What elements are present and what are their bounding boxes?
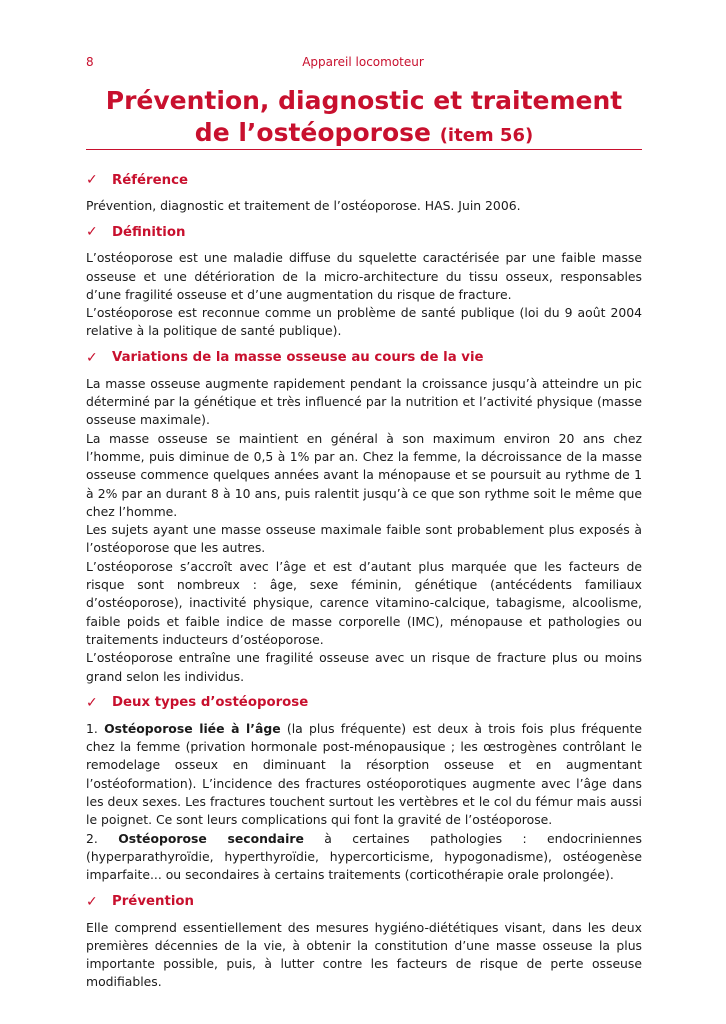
running-title: Appareil locomoteur <box>302 55 424 69</box>
checkmark-icon: ✓ <box>86 694 98 711</box>
checkmark-icon: ✓ <box>86 224 98 241</box>
checkmark-icon: ✓ <box>86 172 98 188</box>
item-term: Ostéoporose liée à l’âge <box>104 720 281 736</box>
paragraph: Les sujets ayant une masse osseuse maximale faible sont probablement plus exposés à l’ostéoporose que les autres. <box>86 522 642 556</box>
title-main: Prévention, diagnostic et traitement de l’ostéoporose <box>105 86 623 147</box>
section-heading-text: Prévention <box>112 894 194 909</box>
list-item <box>86 720 642 830</box>
section-heading-text: Définition <box>112 224 186 240</box>
section-heading-text: Référence <box>112 172 189 188</box>
section-heading-text: Variations de la masse osseuse au cours de la vie <box>112 350 484 366</box>
section-heading-prevention <box>86 885 642 919</box>
title-item: (item 56) <box>439 125 534 146</box>
paragraph: L’ostéoporose entraîne une fragilité osseuse avec un risque de fracture plus ou moins grand selon les individus. <box>86 650 642 684</box>
section-heading-definition <box>86 215 642 249</box>
item-term: Ostéoporose secondaire <box>118 830 304 846</box>
paragraph: La masse osseuse se maintient en général à son maximum environ 20 ans chez l’homme, puis diminue de 0,5 à 1% par an. Chez la femme, la décroissance de la masse osseuse commence quelques années avant la ménopause et se poursuit au rythme de 1 à 2% par an durant 8 à 10 ans, puis ralentit jusqu’à ce que son rythme soit le même que chez l’homme. <box>86 430 642 519</box>
item-text: (la plus fréquente) est deux à trois fois plus fréquente chez la femme (privation hormonale post-ménopausique ; les œstrogènes contrôlant le remodelage osseux en diminuant la résorption osseuse et en augmentant l’ostéoformation). L’incidence des fractures ostéoporotiques augmente avec l’âge dans les deux sexes. Les fractures touchent surtout les vertèbres et le col du fémur mais aussi le poignet. Ce sont leurs complications qui font la gravité de l’ostéoporose. <box>86 720 642 828</box>
section-heading-text: Deux types d’ostéoporose <box>112 695 309 711</box>
section-heading-variations <box>86 341 642 375</box>
paragraph: L’ostéoporose est reconnue comme un problème de santé publique (loi du 9 août 2004 relative à la politique de santé publique). <box>86 305 642 339</box>
item-text: à certaines pathologies : endocriniennes (hyperparathyroïdie, hyperthyroïdie, hypercorticisme, hypogonadisme), ostéogenèse imparfaite... ou secondaires à certains traitements (corticothérapie orale prolongée). <box>86 830 642 883</box>
document-body <box>86 163 642 992</box>
section-heading-reference <box>86 163 642 197</box>
item-number: 2. <box>86 830 98 846</box>
page-number: 8 <box>86 55 94 69</box>
paragraph: Elle comprend essentiellement des mesures hygiéno-diététiques visant, dans les deux premières décennies de la vie, à obtenir la constitution d’une masse osseuse la plus importante possible, puis, à lutter contre les facteurs de risque de perte osseuse modifiables. <box>86 919 642 990</box>
checkmark-icon: ✓ <box>86 893 98 910</box>
section-heading-types <box>86 686 642 720</box>
item-number: 1. <box>86 720 98 736</box>
paragraph: L’ostéoporose s’accroît avec l’âge et est d’autant plus marquée que les facteurs de risque sont nombreux : âge, sexe féminin, génétique (antécédents familiaux d’ostéoporose), inactivité physique, carence vitamino-calcique, tabagisme, alcoolisme, faible poids et faible indice de masse corporelle (IMC), ménopause et pathologies ou traitements inducteurs d’ostéoporose. <box>86 558 642 647</box>
page-title <box>86 85 642 152</box>
paragraph: Prévention, diagnostic et traitement de l’ostéoporose. HAS. Juin 2006. <box>86 198 521 213</box>
title-rule <box>86 149 642 150</box>
paragraph: L’ostéoporose est une maladie diffuse du squelette caractérisée par une faible masse osseuse et une détérioration de la micro-architecture du tissu osseux, responsables d’une fragilité osseuse et d’une augmentation du risque de fracture. <box>86 250 642 302</box>
checkmark-icon: ✓ <box>86 349 98 366</box>
list-item <box>86 830 642 885</box>
paragraph: La masse osseuse augmente rapidement pendant la croissance jusqu’à atteindre un pic déterminé par la génétique et très influencé par la nutrition et l’activité physique (masse osseuse maximale). <box>86 375 642 428</box>
